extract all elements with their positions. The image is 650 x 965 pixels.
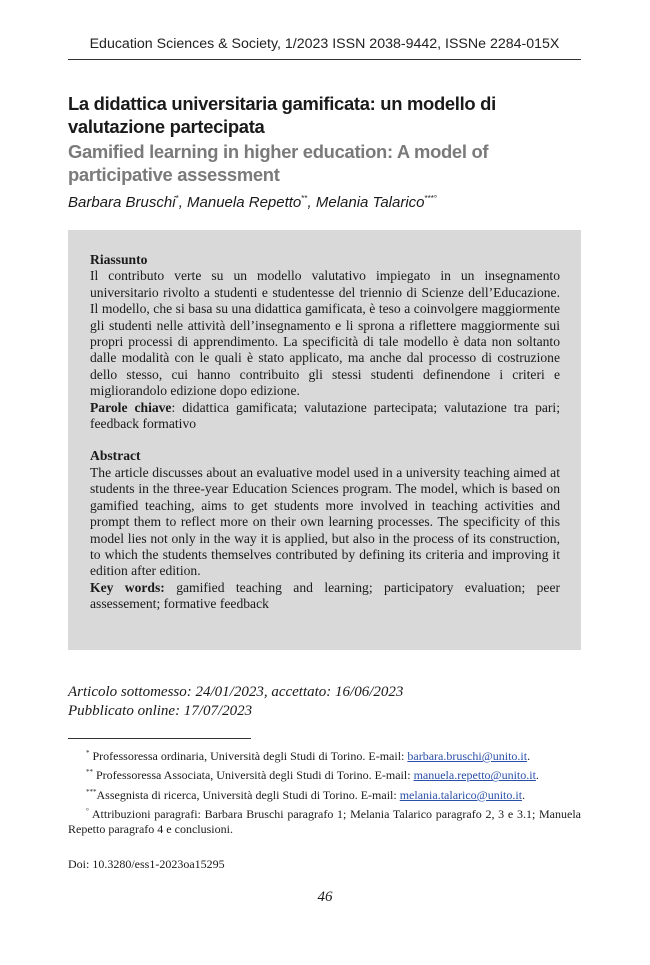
doi: Doi: 10.3280/ess1-2023oa15295 bbox=[68, 857, 225, 871]
author-footnote-mark: * bbox=[175, 194, 179, 203]
publication-dates bbox=[68, 683, 581, 721]
abstract-keywords bbox=[90, 580, 560, 613]
email-link[interactable]: manuela.repetto@unito.it bbox=[413, 768, 536, 783]
riassunto-keywords bbox=[90, 400, 560, 433]
footnote: ***Assegnista di ricerca, Università degli Studi di Torino. E-mail: melania.talarico@unito.it. bbox=[86, 787, 526, 802]
author-name: Manuela Repetto bbox=[187, 194, 302, 211]
riassunto-body: Il contributo verte su un modello valutativo impiegato in un insegnamento universitario rivolto a studenti e studentesse del triennio di Scienze dell’Educazione. Il modello, che si basa su una didattica gamificata, è teso a coinvolgere maggiormente gli studenti nelle attività dell’insegnamento e li sprona a riflettere maggiormente sui propri processi di apprendimento. La specificità di tale modello è data non soltanto dalle modalità con le quali è stato applicato, ma anche dal processo di costruzione dello stesso, cui hanno contribuito gli stessi studenti definendone i criteri e migliorandolo edizione dopo edizione. bbox=[90, 268, 560, 399]
abstract-heading: Abstract bbox=[90, 448, 141, 464]
keywords-text: gamified teaching and learning; participatory evaluation; peer assessement; formative feedback bbox=[90, 579, 561, 612]
footnote-text: Professoressa Associata, Università degli Studi di Torino. E-mail: bbox=[93, 768, 414, 783]
abstract-box bbox=[68, 230, 581, 650]
footnote-text: Assegnista di ricerca, Università degli Studi di Torino. E-mail: bbox=[96, 787, 400, 802]
author-name: Melania Talarico bbox=[315, 194, 425, 211]
footnote-text: Professoressa ordinaria, Università degli Studi di Torino. E-mail: bbox=[89, 749, 408, 763]
footnote-mark: *** bbox=[86, 787, 97, 796]
page-number: 46 bbox=[317, 889, 333, 905]
riassunto-heading: Riassunto bbox=[90, 252, 148, 267]
abstract-body: The article discusses about an evaluative model used in a university teaching aimed at students in the three-year Education Sciences program. The model, which is based on gamified teaching, aims to get students more involved in teaching activities and prompt them to reflect more on their own learning processes. The specificity of this model lies not only in the way it is applied, but also in the process of its construction, to which the students themselves contributed by defining its criteria and improving it edition after edition. bbox=[90, 464, 560, 579]
footnote-mark: ° bbox=[86, 807, 89, 816]
author-list: Barbara Bruschi*, Manuela Repetto**, Melania Talarico***° bbox=[68, 194, 438, 211]
title-english: Gamified learning in higher education: A model of participative assessment bbox=[68, 141, 489, 185]
running-head: Education Sciences & Society, 1/2023 ISSN 2038-9442, ISSNe 2284-015X bbox=[89, 36, 560, 52]
author-name: Barbara Bruschi bbox=[68, 194, 176, 211]
header-divider bbox=[68, 59, 581, 60]
publication-date: Pubblicato online: 17/07/2023 bbox=[68, 703, 253, 719]
footnote bbox=[68, 804, 581, 836]
keywords-text: : didattica gamificata; valutazione partecipata; valutazione tra pari; feedback formativo bbox=[90, 399, 560, 432]
footnote-mark: ** bbox=[86, 768, 93, 777]
keywords-label: Parole chiave bbox=[90, 399, 172, 415]
title-italian: La didattica universitaria gamificata: un modello di valutazione partecipata bbox=[68, 93, 496, 137]
footnotes bbox=[68, 746, 581, 838]
footnote: ** Professoressa Associata, Università degli Studi di Torino. E-mail: manuela.repetto@unito.it. bbox=[86, 768, 539, 783]
footnote: * Professoressa ordinaria, Università degli Studi di Torino. E-mail: barbara.bruschi@unito.it. bbox=[86, 749, 531, 763]
submission-date: Articolo sottomesso: 24/01/2023, accettato: 16/06/2023 bbox=[68, 684, 404, 700]
author-footnote-mark: ** bbox=[301, 194, 308, 203]
footnote-mark: * bbox=[86, 749, 90, 757]
footnote-text: Attribuzioni paragrafi: Barbara Bruschi paragrafo 1; Melania Talarico paragrafo 2, 3 e 3.1; Manuela Repetto paragrafo 4 e conclusioni. bbox=[68, 807, 581, 836]
author-footnote-mark: ***° bbox=[424, 194, 438, 203]
email-link[interactable]: melania.talarico@unito.it bbox=[399, 787, 523, 802]
email-link[interactable]: barbara.bruschi@unito.it bbox=[407, 749, 528, 763]
footnote-divider bbox=[68, 738, 251, 739]
keywords-label: Key words: bbox=[90, 579, 165, 595]
